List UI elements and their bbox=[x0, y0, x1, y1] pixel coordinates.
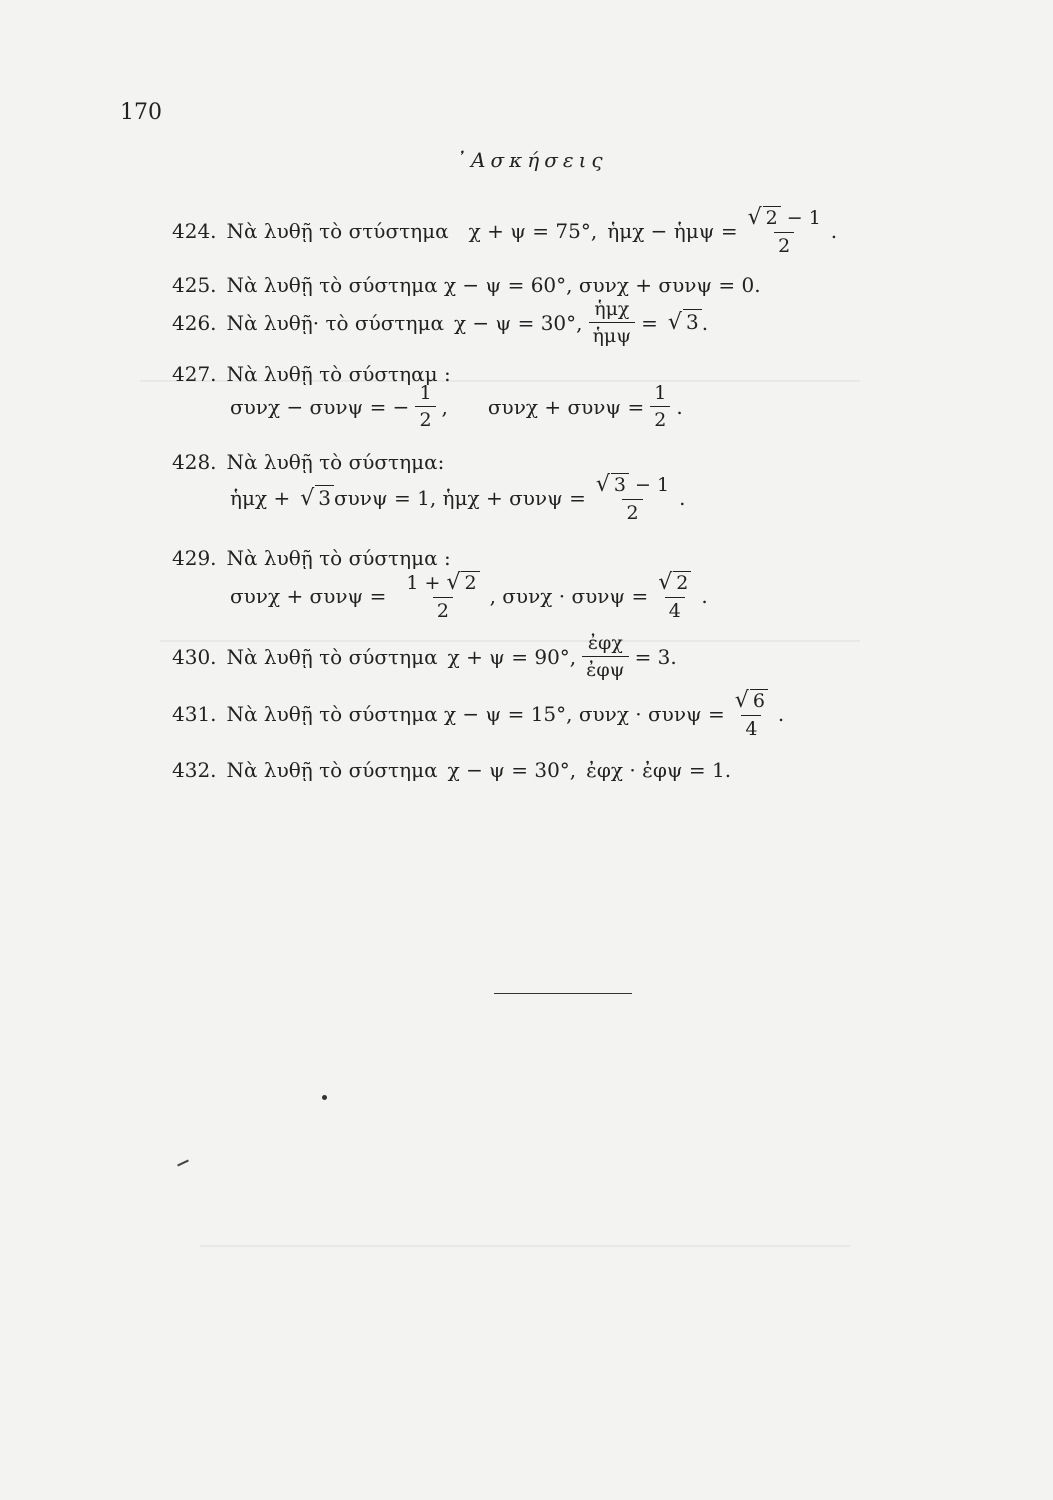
equation: συνχ + συνψ = bbox=[230, 584, 387, 608]
equation: χ + ψ = 75°, bbox=[468, 219, 598, 243]
exercise-number: 428. bbox=[172, 450, 217, 474]
exercise-text: Νὰ λυθῇ τὸ σύστημα χ − ψ = 15°, συνχ · συνψ = bbox=[226, 702, 725, 726]
square-root: √ 3 bbox=[300, 486, 334, 511]
exercise-text: Νὰ λυθῇ τὸ σύστημα bbox=[226, 644, 438, 669]
exercise-number: 432. bbox=[172, 758, 217, 782]
fraction: $\frac{√ 2}{4}$ bbox=[654, 570, 695, 622]
equation: συνψ = 1, ἡμχ + συνψ = bbox=[333, 486, 586, 510]
exercise-427-equations: συνχ − συνψ = − $\frac{1}{2}$ , συνχ + συνψ = $\frac{1}{2}$ . bbox=[230, 382, 683, 431]
fraction: $\frac{√ 3 - 1}{2}$ bbox=[595, 472, 670, 524]
exercise-text: Νὰ λυθῇ· τὸ σύστημα bbox=[226, 310, 444, 335]
exercise-text: Νὰ λυθῇ τὸ σύστημα bbox=[226, 758, 438, 782]
equation: συνχ + συνψ = bbox=[487, 394, 645, 419]
fraction: $\frac{1 + √ 2}{2}$ bbox=[402, 570, 483, 622]
exercise-429 bbox=[172, 546, 451, 570]
exercise-430: 430. Νὰ λυθῇ τὸ σύστημα χ + ψ = 90°, $\frac{\text{ἐφχ}}{\text{ἐφψ}}$ = 3. bbox=[172, 632, 677, 681]
fraction: $\frac{\text{ἐφχ}}{\text{ἐφψ}}$ bbox=[582, 632, 628, 681]
exercise-text: Νὰ λυθῇ τὸ σύστημα : bbox=[226, 546, 451, 570]
square-root: √ 2 bbox=[658, 570, 691, 595]
exercise-number: 426. bbox=[172, 310, 217, 335]
equation: ἡμχ − ἡμψ = bbox=[607, 219, 738, 243]
exercise-number: 427. bbox=[172, 362, 217, 386]
section-title: ᾿Ασκήσεις bbox=[456, 148, 608, 172]
exercise-number: 430. bbox=[172, 644, 217, 669]
exercise-number: 429. bbox=[172, 546, 217, 570]
fraction: $\frac{√ 2 - 1}{2}$ bbox=[747, 205, 821, 257]
square-root: √ 3 bbox=[668, 310, 702, 335]
exercise-text: Νὰ λυθῇ τὸ στύστημα bbox=[226, 219, 449, 243]
exercise-431: 431. Νὰ λυθῇ τὸ σύστημα χ − ψ = 15°, συνχ · συνψ = $\frac{√ 6}{4}$ . bbox=[172, 688, 785, 740]
exercise-text: Νὰ λυθῇ τὸ σύστημα: bbox=[226, 450, 445, 474]
exercise-428 bbox=[172, 450, 444, 474]
square-root: √ 2 bbox=[748, 205, 781, 230]
square-root: √ 3 bbox=[596, 472, 629, 497]
equation: ἐφχ · ἐφψ = 1. bbox=[586, 758, 732, 782]
equation: χ − ψ = 30°, bbox=[453, 310, 583, 335]
square-root: √ 6 bbox=[735, 688, 768, 713]
equation: συνχ − συνψ = − bbox=[230, 394, 410, 419]
exercise-number: 425. bbox=[172, 273, 217, 297]
exercise-432 bbox=[172, 758, 731, 782]
equation: χ + ψ = 90°, bbox=[447, 644, 577, 669]
ink-mark bbox=[177, 1160, 189, 1167]
equation: χ − ψ = 30°, bbox=[447, 758, 577, 782]
exercise-428-equations: ἡμχ + √ 3 συνψ = 1, ἡμχ + συνψ = $\frac{√ 3 - 1}{2}$ . bbox=[230, 472, 686, 524]
exercise-number: 431. bbox=[172, 702, 217, 726]
equation: ἡμχ + bbox=[230, 486, 291, 510]
exercise-number: 424. bbox=[172, 219, 217, 243]
exercise-text: Νὰ λυθῇ τὸ σύστηαμ : bbox=[226, 362, 451, 386]
show-through-shading bbox=[200, 1245, 850, 1247]
square-root: √ 2 bbox=[446, 570, 479, 595]
fraction: $\frac{1}{2}$ bbox=[415, 382, 435, 431]
ink-speck bbox=[322, 1095, 327, 1100]
exercise-429-equations: συνχ + συνψ = $\frac{1 + √ 2}{2}$ , συνχ · συνψ = $\frac{√ 2}{4}$ . bbox=[230, 570, 708, 622]
fraction: $\frac{1}{2}$ bbox=[650, 382, 670, 431]
exercise-426: 426. Νὰ λυθῇ· τὸ σύστημα χ − ψ = 30°, $\frac{\text{ἡμχ}}{\text{ἡμψ}}$ = √ 3 . bbox=[172, 298, 709, 347]
fraction: $\frac{\text{ἡμχ}}{\text{ἡμψ}}$ bbox=[589, 298, 636, 347]
fraction: $\frac{√ 6}{4}$ bbox=[731, 688, 772, 740]
equation: , συνχ · συνψ = bbox=[489, 584, 649, 608]
end-rule bbox=[494, 993, 632, 994]
exercise-425 bbox=[172, 273, 761, 297]
exercise-424: 424. Νὰ λυθῇ τὸ στύστημα χ + ψ = 75°, ἡμχ − ἡμψ = $\frac{√ 2 - 1}{2}$ . bbox=[172, 205, 838, 257]
page-number: 170 bbox=[120, 100, 162, 125]
exercise-text: Νὰ λυθῇ τὸ σύστημα χ − ψ = 60°, συνχ + συνψ = 0. bbox=[226, 273, 761, 297]
